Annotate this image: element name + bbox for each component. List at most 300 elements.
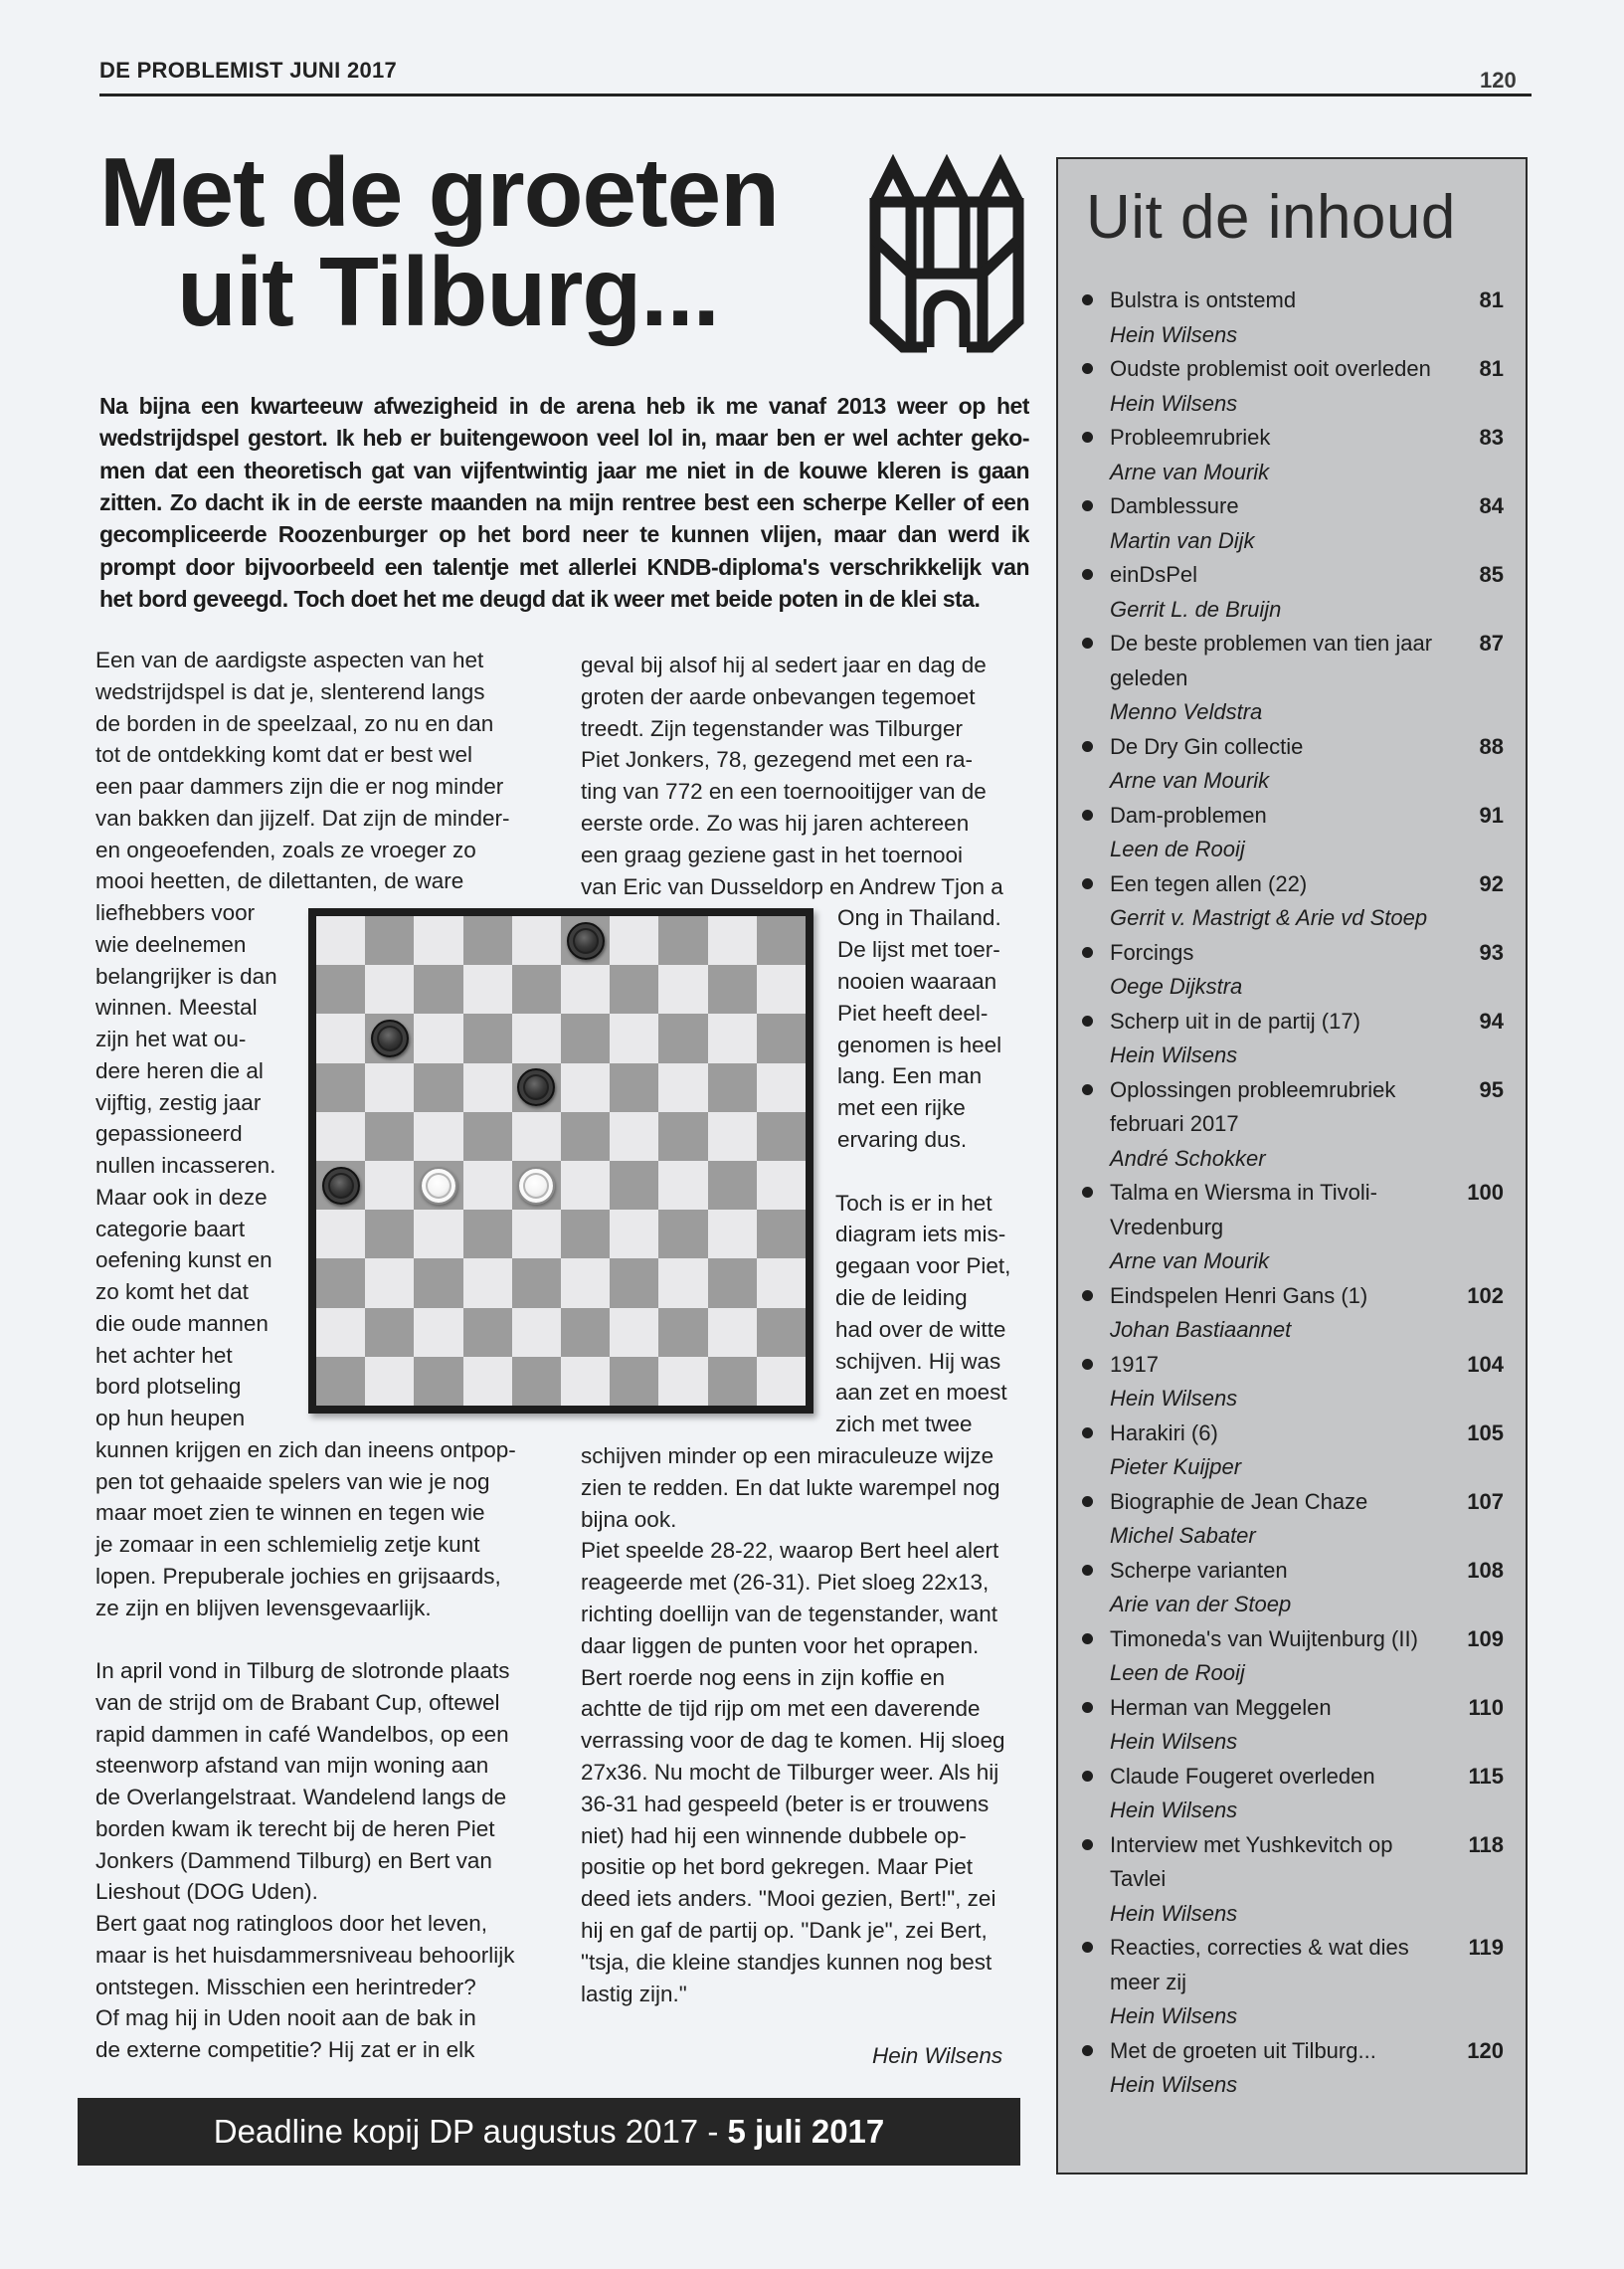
light-square [708,1210,757,1258]
bullet-icon [1082,1839,1093,1850]
toc-item-author: Michel Sabater [1110,1523,1256,1548]
toc-item[interactable] [1058,489,1526,558]
toc-item-title: Bulstra is ontstemd [1110,287,1297,312]
toc-item[interactable] [1058,1691,1526,1760]
dark-square [365,1308,414,1357]
dark-square [757,1112,806,1161]
dark-square [316,1258,365,1307]
light-square [512,1014,561,1062]
bullet-icon [1082,1771,1093,1782]
toc-item-page: 115 [1468,1763,1504,1789]
toc-item-author: Hein Wilsens [1110,2072,1238,2097]
toc-item-title: Forcings [1110,939,1194,965]
column-2-line: zien te redden. En dat lukte warempel nog [581,1474,1000,1500]
column-1-line: wie deelnemen [95,931,247,957]
column-1-line: Een van de aardigste aspecten van het [95,648,484,672]
black-piece [371,1020,409,1057]
bullet-icon [1082,1496,1093,1507]
deadline-date: 5 juli 2017 [727,2113,885,2150]
light-square [757,1161,806,1210]
intro-line: men dat een theoretisch gat van vijfentwintig jaar me niet in de kouwe kleren is gaan [99,457,1029,483]
column-1-line: Maar ook in deze [95,1184,268,1210]
toc-item-author: Leen de Rooij [1110,1660,1245,1685]
deadline-text: Deadline kopij DP augustus 2017 - [213,2113,728,2150]
toc-item[interactable] [1058,1485,1526,1554]
column-2-line: Toch is er in het [835,1190,992,1216]
toc-item-author: Leen de Rooij [1110,837,1245,861]
bullet-icon [1082,1187,1093,1198]
column-1-line: winnen. Meestal [95,995,258,1021]
tilburg-coat-of-arms-icon [863,154,1030,353]
toc-item[interactable] [1058,730,1526,799]
light-square [757,965,806,1014]
column-2-line: niet) had hij een winnende dubbele op- [581,1822,967,1848]
toc-item-title: Dam-problemen [1110,802,1267,828]
column-2-line: had over de witte [835,1316,1006,1342]
column-2-line: bijna ook. [581,1506,677,1532]
light-square [708,1112,757,1161]
toc-title: Uit de inhoud [1086,183,1456,252]
toc-item-author: Hein Wilsens [1110,1386,1238,1411]
toc-item-title: Talma en Wiersma in Tivoli-Vredenburg [1110,1180,1377,1239]
column-1-line: de externe competitie? Hij zat er in elk [95,2037,475,2062]
column-1-line: van bakken dan jijzelf. Dat zijn de minder- [95,805,510,831]
toc-item-author: Hein Wilsens [1110,390,1238,416]
bullet-icon [1082,1427,1093,1438]
dark-square [463,1210,512,1258]
toc-item[interactable] [1058,1348,1526,1417]
toc-item[interactable] [1058,1279,1526,1348]
column-1-line: de borden in de speelzaal, zo nu en dan [95,710,494,736]
dark-square [512,1357,561,1406]
column-1-line: zo komt het dat [95,1279,249,1304]
header-rule [99,94,1532,96]
light-square [561,1063,610,1112]
column-1-line: mooi heetten, de dilettanten, de ware [95,868,464,894]
toc-item-author: Arie van der Stoep [1110,1592,1292,1616]
column-1-line: kunnen krijgen en zich dan ineens ontpop- [95,1436,516,1462]
column-1-line: belangrijker is dan [95,963,277,989]
toc-item-author: Martin van Dijk [1110,527,1255,553]
article-title-line-2: uit Tilburg... [177,237,719,346]
dark-square [316,1357,365,1406]
column-1-line: en ongeoefenden, zoals ze vroeger zo [95,837,476,862]
toc-item[interactable] [1058,1622,1526,1691]
toc-item-page: 88 [1479,733,1504,759]
column-1-line: op hun heupen [95,1406,246,1430]
board-grid [316,916,806,1406]
draughts-diagram [308,908,813,1414]
toc-item-title: De beste problemen van tien jaar geleden [1110,631,1433,690]
toc-item[interactable] [1058,1176,1526,1279]
bullet-icon [1082,432,1093,443]
column-1-line: Bert gaat nog ratingloos door het leven, [95,1911,488,1936]
toc-item-page: 110 [1468,1694,1504,1720]
column-1-line: oefening kunst en [95,1247,272,1273]
column-2-line: schijven. Hij was [835,1348,1001,1374]
toc-item-author: Arne van Mourik [1110,768,1270,793]
toc-item-page: 107 [1467,1488,1504,1514]
dark-square [365,1210,414,1258]
toc-item-title: Harakiri (6) [1110,1419,1218,1445]
dark-square [757,1308,806,1357]
dark-square [610,1357,658,1406]
dark-square [463,1014,512,1062]
toc-item[interactable] [1058,1931,1526,2034]
toc-item-page: 84 [1479,493,1504,518]
bullet-icon [1082,810,1093,821]
light-square [708,916,757,965]
toc-item-title: Oudste problemist ooit overleden [1110,356,1431,381]
light-square [658,1258,707,1307]
column-2-line: genomen is heel [837,1032,1002,1057]
toc-item[interactable] [1058,421,1526,489]
column-1-line: ze zijn en blijven levensgevaarlijk. [95,1595,432,1620]
black-piece [567,922,605,960]
column-2-line: "tsja, die kleine standjes kunnen nog best [581,1949,992,1975]
toc-item-title: einDsPel [1110,562,1198,587]
dark-square [658,1210,707,1258]
column-1-line: rapid dammen in café Wandelbos, op een [95,1721,509,1747]
toc-item-page: 108 [1467,1557,1504,1583]
column-2-line: achtte de tijd rijp om met een daverende [581,1696,981,1722]
toc-item-page: 95 [1479,1076,1504,1102]
toc-item-page: 93 [1479,939,1504,965]
light-square [512,916,561,965]
toc-item-title: 1917 [1110,1351,1159,1377]
column-1-line: een paar dammers zijn die er nog minder [95,774,504,799]
column-2-line: lastig zijn." [581,1981,687,2006]
column-1-line: van de strijd om de Brabant Cup, oftewel [95,1689,500,1715]
dark-square [610,1161,658,1210]
toc-item-page: 81 [1479,287,1504,312]
toc-item-title: Een tegen allen (22) [1110,870,1308,896]
bullet-icon [1082,1084,1093,1095]
dark-square [708,1357,757,1406]
column-1-line: zijn het wat ou- [95,1027,247,1051]
light-square [365,1063,414,1112]
dark-square [708,1063,757,1112]
toc-item-title: Reacties, correcties & wat dies meer zij [1110,1935,1409,1994]
column-2-line: groten der aarde onbevangen tegemoet [581,683,976,709]
light-square [610,916,658,965]
column-2-line: die de leiding [835,1285,968,1310]
toc-item-title: Probleemrubriek [1110,425,1271,450]
toc-item-page: 104 [1467,1351,1504,1377]
bullet-icon [1082,878,1093,889]
light-square [316,1210,365,1258]
dark-square [610,1063,658,1112]
toc-item[interactable] [1058,1828,1526,1932]
light-square [365,1258,414,1307]
article-byline: Hein Wilsens [872,2043,1003,2068]
page-number: 120 [1480,68,1517,93]
column-2-line: een graag geziene gast in het toernooi [581,842,964,867]
column-2-line: Piet speelde 28-22, waarop Bert heel alert [581,1538,999,1564]
light-square [658,1357,707,1406]
toc-item[interactable] [1058,867,1526,936]
light-square [708,1308,757,1357]
column-2-line: Piet heeft deel- [837,1000,989,1026]
column-2-line: diagram iets mis- [835,1222,1006,1247]
toc-item-page: 87 [1479,631,1504,656]
dark-square [708,965,757,1014]
toc-item-title: Claude Fougeret overleden [1110,1763,1375,1789]
light-square [561,1161,610,1210]
dark-square [414,1258,462,1307]
toc-item-page: 81 [1479,356,1504,381]
light-square [414,1014,462,1062]
toc-item-title: De Dry Gin collectie [1110,733,1304,759]
column-1-line: maar is het huisdammersniveau behoorlijk [95,1942,515,1968]
toc-item-page: 118 [1468,1831,1504,1857]
column-2-line: geval bij alsof hij al sedert jaar en dag de [581,653,987,677]
toc-item-page: 109 [1467,1625,1504,1651]
toc-item-author: Hein Wilsens [1110,1797,1238,1822]
light-square [316,916,365,965]
dark-square [561,1210,610,1258]
toc-item-author: André Schokker [1110,1145,1266,1171]
column-2-line: ervaring dus. [837,1127,968,1152]
light-square [757,1357,806,1406]
toc-item-title: Timoneda's van Wuijtenburg (II) [1110,1625,1418,1651]
dark-square [463,916,512,965]
toc-item-title: Herman van Meggelen [1110,1694,1332,1720]
light-square [512,1308,561,1357]
light-square [463,1258,512,1307]
dark-square [512,965,561,1014]
column-1-line: steenworp afstand van mijn woning aan [95,1753,489,1779]
column-2-line: ting van 772 en een toernooitijger van de [581,779,987,805]
dark-square [561,1308,610,1357]
column-1-line: die oude mannen [95,1310,269,1336]
column-1-line: bord plotseling [95,1374,242,1400]
dark-square [658,1112,707,1161]
bullet-icon [1082,741,1093,752]
column-1-line: borden kwam ik terecht bij de heren Piet [95,1815,495,1841]
toc-item[interactable] [1058,2034,1526,2103]
dark-square [316,965,365,1014]
intro-line: het bord geveegd. Toch doet het me deugd dat ik weer met beide poten in de klei sta. [99,585,981,612]
bullet-icon [1082,1942,1093,1953]
column-2-line: met een rijke [837,1095,966,1121]
dark-square [757,916,806,965]
bullet-icon [1082,1359,1093,1370]
toc-item-page: 120 [1467,2037,1504,2063]
column-1-line: vijftig, zestig jaar [95,1089,262,1115]
toc-item-page: 85 [1479,562,1504,587]
dark-square [610,965,658,1014]
toc-item-author: Johan Bastiaannet [1110,1317,1292,1342]
column-2-line: nooien waaraan [837,969,997,994]
light-square [610,1112,658,1161]
toc-item[interactable] [1058,1417,1526,1485]
light-square [414,1308,462,1357]
column-2-line: gegaan voor Piet, [835,1253,1011,1279]
column-2-line: lang. Een man [837,1063,983,1089]
column-2-line: hij en gaf de partij op. "Dank je", zei Bert, [581,1918,988,1943]
column-1-line: lopen. Prepuberale jochies en grijsaards, [95,1563,501,1589]
toc-item[interactable] [1058,799,1526,867]
intro-line: Na bijna een kwarteeuw afwezigheid in de arena heb ik me vanaf 2013 weer op het [99,393,1029,419]
column-1-line: je zomaar in een schlemielig zetje kunt [95,1532,480,1557]
column-2-line: Ong in Thailand. [837,905,1001,931]
column-1-line: nullen incasseren. [95,1153,276,1178]
light-square [316,1014,365,1062]
toc-item-title: Oplossingen probleemrubriek februari 2017 [1110,1076,1396,1136]
toc-item[interactable] [1058,284,1526,352]
column-2-line: richting doellijn van de tegenstander, want [581,1602,998,1626]
toc-item-page: 92 [1479,870,1504,896]
column-1-line: pen tot gehaaide spelers van wie je nog [95,1468,490,1494]
light-square [610,1210,658,1258]
column-1-line: maar moet zien te winnen en tegen wie [95,1500,485,1526]
dark-square [365,1112,414,1161]
column-2-line: verrassing voor de dag te komen. Hij sloeg [581,1728,1005,1754]
light-square [365,1161,414,1210]
light-square [658,1161,707,1210]
light-square [561,965,610,1014]
column-2-line: schijven minder op een miraculeuze wijze [581,1443,994,1468]
dark-square [658,916,707,965]
dark-square [757,1210,806,1258]
toc-item-page: 91 [1479,802,1504,828]
toc-item[interactable] [1058,1073,1526,1177]
bullet-icon [1082,947,1093,958]
dark-square [365,916,414,965]
column-2-line: positie op het bord gekregen. Maar Piet [581,1854,973,1880]
light-square [512,1112,561,1161]
dark-square [463,1112,512,1161]
dark-square [463,1308,512,1357]
column-2-line: daar liggen de punten voor het oprapen. [581,1632,980,1658]
toc-sidebar [1056,157,1528,2174]
toc-list [1058,284,1526,2103]
column-2-line: treedt. Zijn tegenstander was Tilburger [581,715,963,741]
light-square [463,965,512,1014]
light-square [757,1258,806,1307]
light-square [512,1210,561,1258]
toc-item-author: Hein Wilsens [1110,1729,1238,1754]
column-1-line: liefhebbers voor [95,900,256,925]
toc-item-author: Gerrit L. de Bruijn [1110,596,1282,622]
light-square [463,1161,512,1210]
bullet-icon [1082,1633,1093,1644]
bullet-icon [1082,500,1093,511]
toc-item-page: 83 [1479,425,1504,450]
toc-item[interactable] [1058,1554,1526,1622]
intro-line: zitten. Zo dacht ik in de eerste maanden na mijn rentree best een scherpe Keller of een [99,488,1029,515]
light-square [561,1357,610,1406]
toc-item-title: Met de groeten uit Tilburg... [1110,2037,1376,2063]
column-2-line: eerste orde. Zo was hij jaren achtereen [581,811,970,836]
bullet-icon [1082,569,1093,580]
column-2-line: Piet Jonkers, 78, gezegend met een ra- [581,747,973,773]
column-1-line: dere heren die al [95,1057,264,1083]
bullet-icon [1082,1290,1093,1301]
intro-line: wedstrijdspel gestort. Ik heb er buitengewoon veel lol in, maar ben er wel achter geko- [99,425,1029,452]
column-2-line: 27x36. Nu mocht de Tilburger weer. Als hij [581,1760,999,1785]
dark-square [561,1112,610,1161]
white-piece [420,1167,457,1205]
toc-item-author: Gerrit v. Mastrigt & Arie vd Stoep [1110,905,1428,930]
toc-item-page: 102 [1467,1282,1504,1308]
column-1-line: ontstegen. Misschien een herintreder? [95,1974,476,1999]
dark-square [561,1014,610,1062]
toc-item-title: Scherp uit in de partij (17) [1110,1008,1360,1034]
dark-square [512,1258,561,1307]
toc-item[interactable] [1058,1760,1526,1828]
toc-item-page: 119 [1468,1935,1504,1960]
column-1-line: de Overlangelstraat. Wandelend langs de [95,1785,507,1809]
light-square [561,1258,610,1307]
column-1-line: In april vond in Tilburg de slotronde plaats [95,1658,510,1683]
light-square [414,1112,462,1161]
dark-square [658,1308,707,1357]
column-1-line: Lieshout (DOG Uden). [95,1879,318,1905]
article-title-line-1: Met de groeten [99,137,779,247]
toc-item-title: Interview met Yushkevitch op Tavlei [1110,1831,1393,1891]
toc-item-title: Eindspelen Henri Gans (1) [1110,1282,1368,1308]
toc-item[interactable] [1058,1005,1526,1073]
toc-item-page: 94 [1479,1008,1504,1034]
column-1-line: categorie baart [95,1216,246,1241]
light-square [365,1357,414,1406]
intro-line: prompt door bijvoorbeeld een talentje met allerlei KNDB-diploma's verschrikkelijk van [99,553,1029,580]
toc-item[interactable] [1058,627,1526,730]
dark-square [610,1258,658,1307]
light-square [610,1308,658,1357]
bullet-icon [1082,1565,1093,1576]
bullet-icon [1082,294,1093,305]
column-1-line: Jonkers (Dammend Tilburg) en Bert van [95,1847,492,1873]
toc-item-title: Scherpe varianten [1110,1557,1288,1583]
toc-item-author: Pieter Kuijper [1110,1454,1242,1479]
toc-item-author: Arne van Mourik [1110,1248,1270,1273]
light-square [463,1357,512,1406]
light-square [658,965,707,1014]
toc-item-page: 105 [1467,1419,1504,1445]
column-2-line: De lijst met toer- [837,937,1000,963]
toc-item-page: 100 [1467,1180,1504,1205]
column-2-line: aan zet en moest [835,1380,1007,1406]
toc-item-title: Damblessure [1110,493,1239,518]
toc-item[interactable] [1058,558,1526,627]
toc-item-author: Oege Dijkstra [1110,974,1243,999]
dark-square [414,965,462,1014]
light-square [365,965,414,1014]
toc-item-author: Menno Veldstra [1110,699,1263,724]
toc-item-title: Biographie de Jean Chaze [1110,1488,1368,1514]
light-square [610,1014,658,1062]
toc-item[interactable] [1058,936,1526,1005]
deadline-banner [78,2098,1020,2166]
bullet-icon [1082,363,1093,374]
toc-item-author: Hein Wilsens [1110,1900,1238,1926]
white-piece [517,1167,555,1205]
toc-item[interactable] [1058,352,1526,421]
column-1-line: tot de ontdekking komt dat er best wel [95,742,472,768]
column-1-line: wedstrijdspel is dat je, slenterend langs [95,678,485,704]
column-2-line: reageerde met (26-31). Piet sloeg 22x13, [581,1570,990,1596]
running-head: DE PROBLEMIST JUNI 2017 [99,58,398,83]
column-1-line: Of mag hij in Uden nooit aan de bak in [95,2005,476,2031]
column-1-line: het achter het [95,1342,233,1368]
toc-item-author: Hein Wilsens [1110,321,1238,347]
column-2-line: zich met twee [835,1412,973,1437]
dark-square [658,1014,707,1062]
black-piece [322,1167,360,1205]
